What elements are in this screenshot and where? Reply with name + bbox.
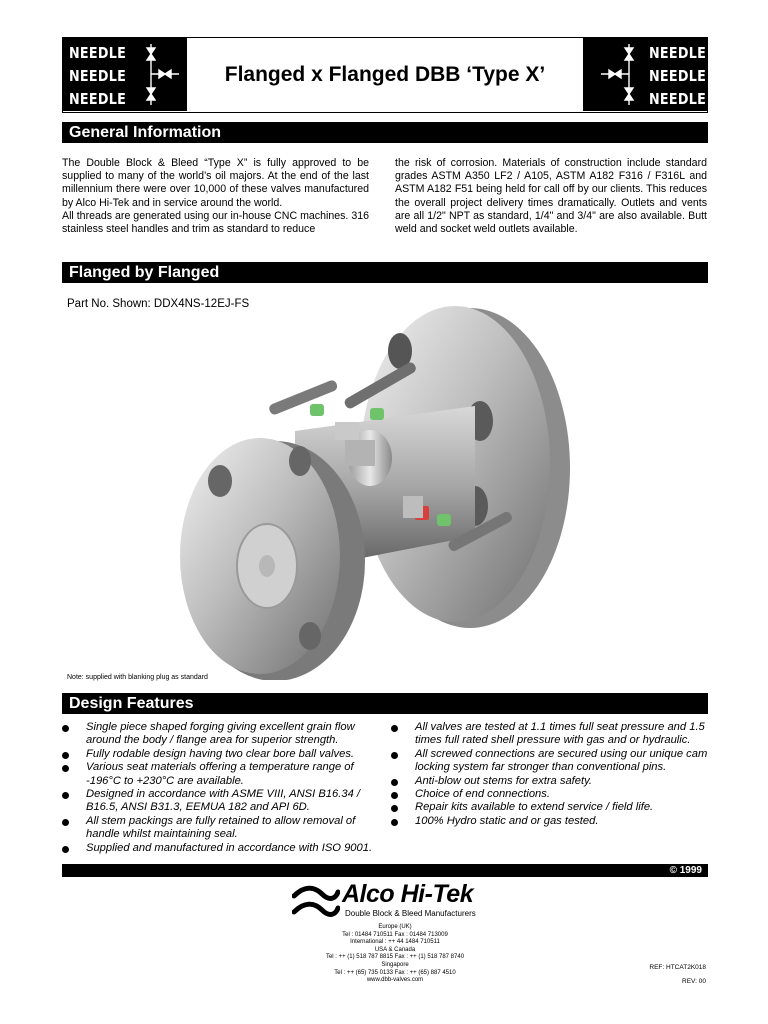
bullet-icon bbox=[62, 725, 69, 732]
list-item: Supplied and manufactured in accordance with ISO 9001. bbox=[62, 842, 384, 855]
design-features-right-list bbox=[391, 721, 708, 828]
revision-code: REV: 00 bbox=[682, 978, 706, 985]
list-item: Single piece shaped forging giving excellent grain flow around the body / flange area for superior strength. bbox=[62, 721, 384, 748]
valve-symbol-icon bbox=[143, 42, 183, 107]
bullet-icon bbox=[62, 846, 69, 853]
reference-code: REF: HTCAT2K018 bbox=[649, 964, 706, 971]
logo-word: NEEDLE bbox=[69, 67, 127, 85]
brand-tagline: Double Block & Bleed Manufacturers bbox=[345, 909, 476, 918]
list-item: All valves are tested at 1.1 times full seat pressure and 1.5 times full rated shell pressure with gas and or hydraulic. bbox=[391, 721, 708, 748]
bullet-icon bbox=[391, 779, 398, 786]
logo-word: NEEDLE bbox=[649, 67, 707, 85]
needle-logo-left bbox=[63, 38, 187, 111]
contact-line: www.dbb-valves.com bbox=[366, 977, 424, 984]
needle-logo-right bbox=[583, 38, 707, 111]
copyright-bar: © 1999 bbox=[62, 864, 708, 877]
logo-words bbox=[649, 42, 706, 111]
contact-details bbox=[300, 924, 490, 985]
list-item: Repair kits available to extend service / field life. bbox=[391, 801, 708, 814]
general-info-left-column bbox=[62, 157, 369, 236]
general-information-heading: General Information bbox=[62, 122, 708, 143]
contact-line: Tel : ++ (1) 518 787 8815 Fax : ++ (1) 518 787 8740 bbox=[325, 954, 465, 961]
list-item: Choice of end connections. bbox=[391, 788, 708, 801]
logo-word: NEEDLE bbox=[649, 44, 707, 62]
logo-words bbox=[69, 42, 126, 111]
design-features-heading: Design Features bbox=[62, 693, 708, 714]
bullet-icon bbox=[391, 805, 398, 812]
list-item: All screwed connections are secured using our unique cam locking system far stronger than conventional pins. bbox=[391, 748, 708, 775]
valve-symbol-icon bbox=[597, 42, 637, 107]
bullet-icon bbox=[391, 792, 398, 799]
alco-hitek-logo bbox=[292, 882, 482, 922]
design-features-left-list bbox=[62, 721, 384, 855]
bullet-icon bbox=[391, 752, 398, 759]
bullet-icon bbox=[62, 752, 69, 759]
bullet-icon bbox=[62, 765, 69, 772]
bullet-icon bbox=[62, 819, 69, 826]
list-item: Anti-blow out stems for extra safety. bbox=[391, 775, 708, 788]
paragraph: All threads are generated using our in-house CNC machines. 316 stainless steel handles and trim as standard to reduce bbox=[62, 209, 369, 236]
contact-line: Tel : ++ (65) 735 0133 Fax : ++ (65) 887 4510 bbox=[334, 969, 456, 976]
brand-name: Alco Hi-Tek bbox=[342, 880, 474, 908]
contact-line: USA & Canada bbox=[374, 946, 416, 953]
contact-line: Europe (UK) bbox=[378, 924, 412, 930]
page-title: Flanged x Flanged DBB ‘Type X’ bbox=[224, 62, 546, 86]
contact-line: Tel : 01484 710511 Fax : 01484 713009 bbox=[342, 931, 448, 938]
logo-word: NEEDLE bbox=[69, 44, 127, 62]
paragraph: The Double Block & Bleed “Type X” is fully approved to be supplied to many of the world’s oil majors. At the end of the last millennium there were over 10,000 of these valves manufactured by Alco Hi-Tek and in service around the world. bbox=[62, 157, 369, 209]
flanged-by-flanged-heading: Flanged by Flanged bbox=[62, 262, 708, 283]
bullet-icon bbox=[391, 819, 398, 826]
logo-word: NEEDLE bbox=[649, 90, 707, 108]
list-item: 100% Hydro static and or gas tested. bbox=[391, 815, 708, 828]
list-item: Fully rodable design having two clear bore ball valves. bbox=[62, 748, 384, 761]
paragraph: the risk of corrosion. Materials of construction include standard grades ASTM A350 LF2 / A105, ASTM A182 F316 / F316L and ASTM A182 F51 being held for call off by our clients. This reduces the overall project delivery times dramatically. Outlets and vents are all 1/2" NPT as standard, 1/4" and 3/4" are also available. Butt weld and socket weld outlets available. bbox=[395, 157, 707, 236]
contact-line: Singapore bbox=[381, 961, 409, 968]
part-number-label: Part No. Shown: DDX4NS-12EJ-FS bbox=[67, 298, 250, 310]
list-item: Various seat materials offering a temperature range of -196°C to +230°C are available. bbox=[62, 761, 384, 788]
logo-word: NEEDLE bbox=[69, 90, 127, 108]
bullet-icon bbox=[391, 725, 398, 732]
list-item: All stem packings are fully retained to allow removal of handle whilst maintaining seal. bbox=[62, 815, 384, 842]
list-item: Designed in accordance with ASME VIII, ANSI B16.34 / B16.5, ANSI B31.3, EEMUA 182 and API 6D. bbox=[62, 788, 384, 815]
contact-line: International : ++ 44 1484 710511 bbox=[350, 939, 440, 946]
valve-product-photo bbox=[175, 296, 575, 680]
wave-logo-icon bbox=[292, 884, 340, 920]
bullet-icon bbox=[62, 792, 69, 799]
page-header bbox=[62, 37, 708, 113]
general-info-right-column bbox=[395, 157, 707, 236]
blanking-plug-note: Note: supplied with blanking plug as standard bbox=[67, 674, 208, 681]
